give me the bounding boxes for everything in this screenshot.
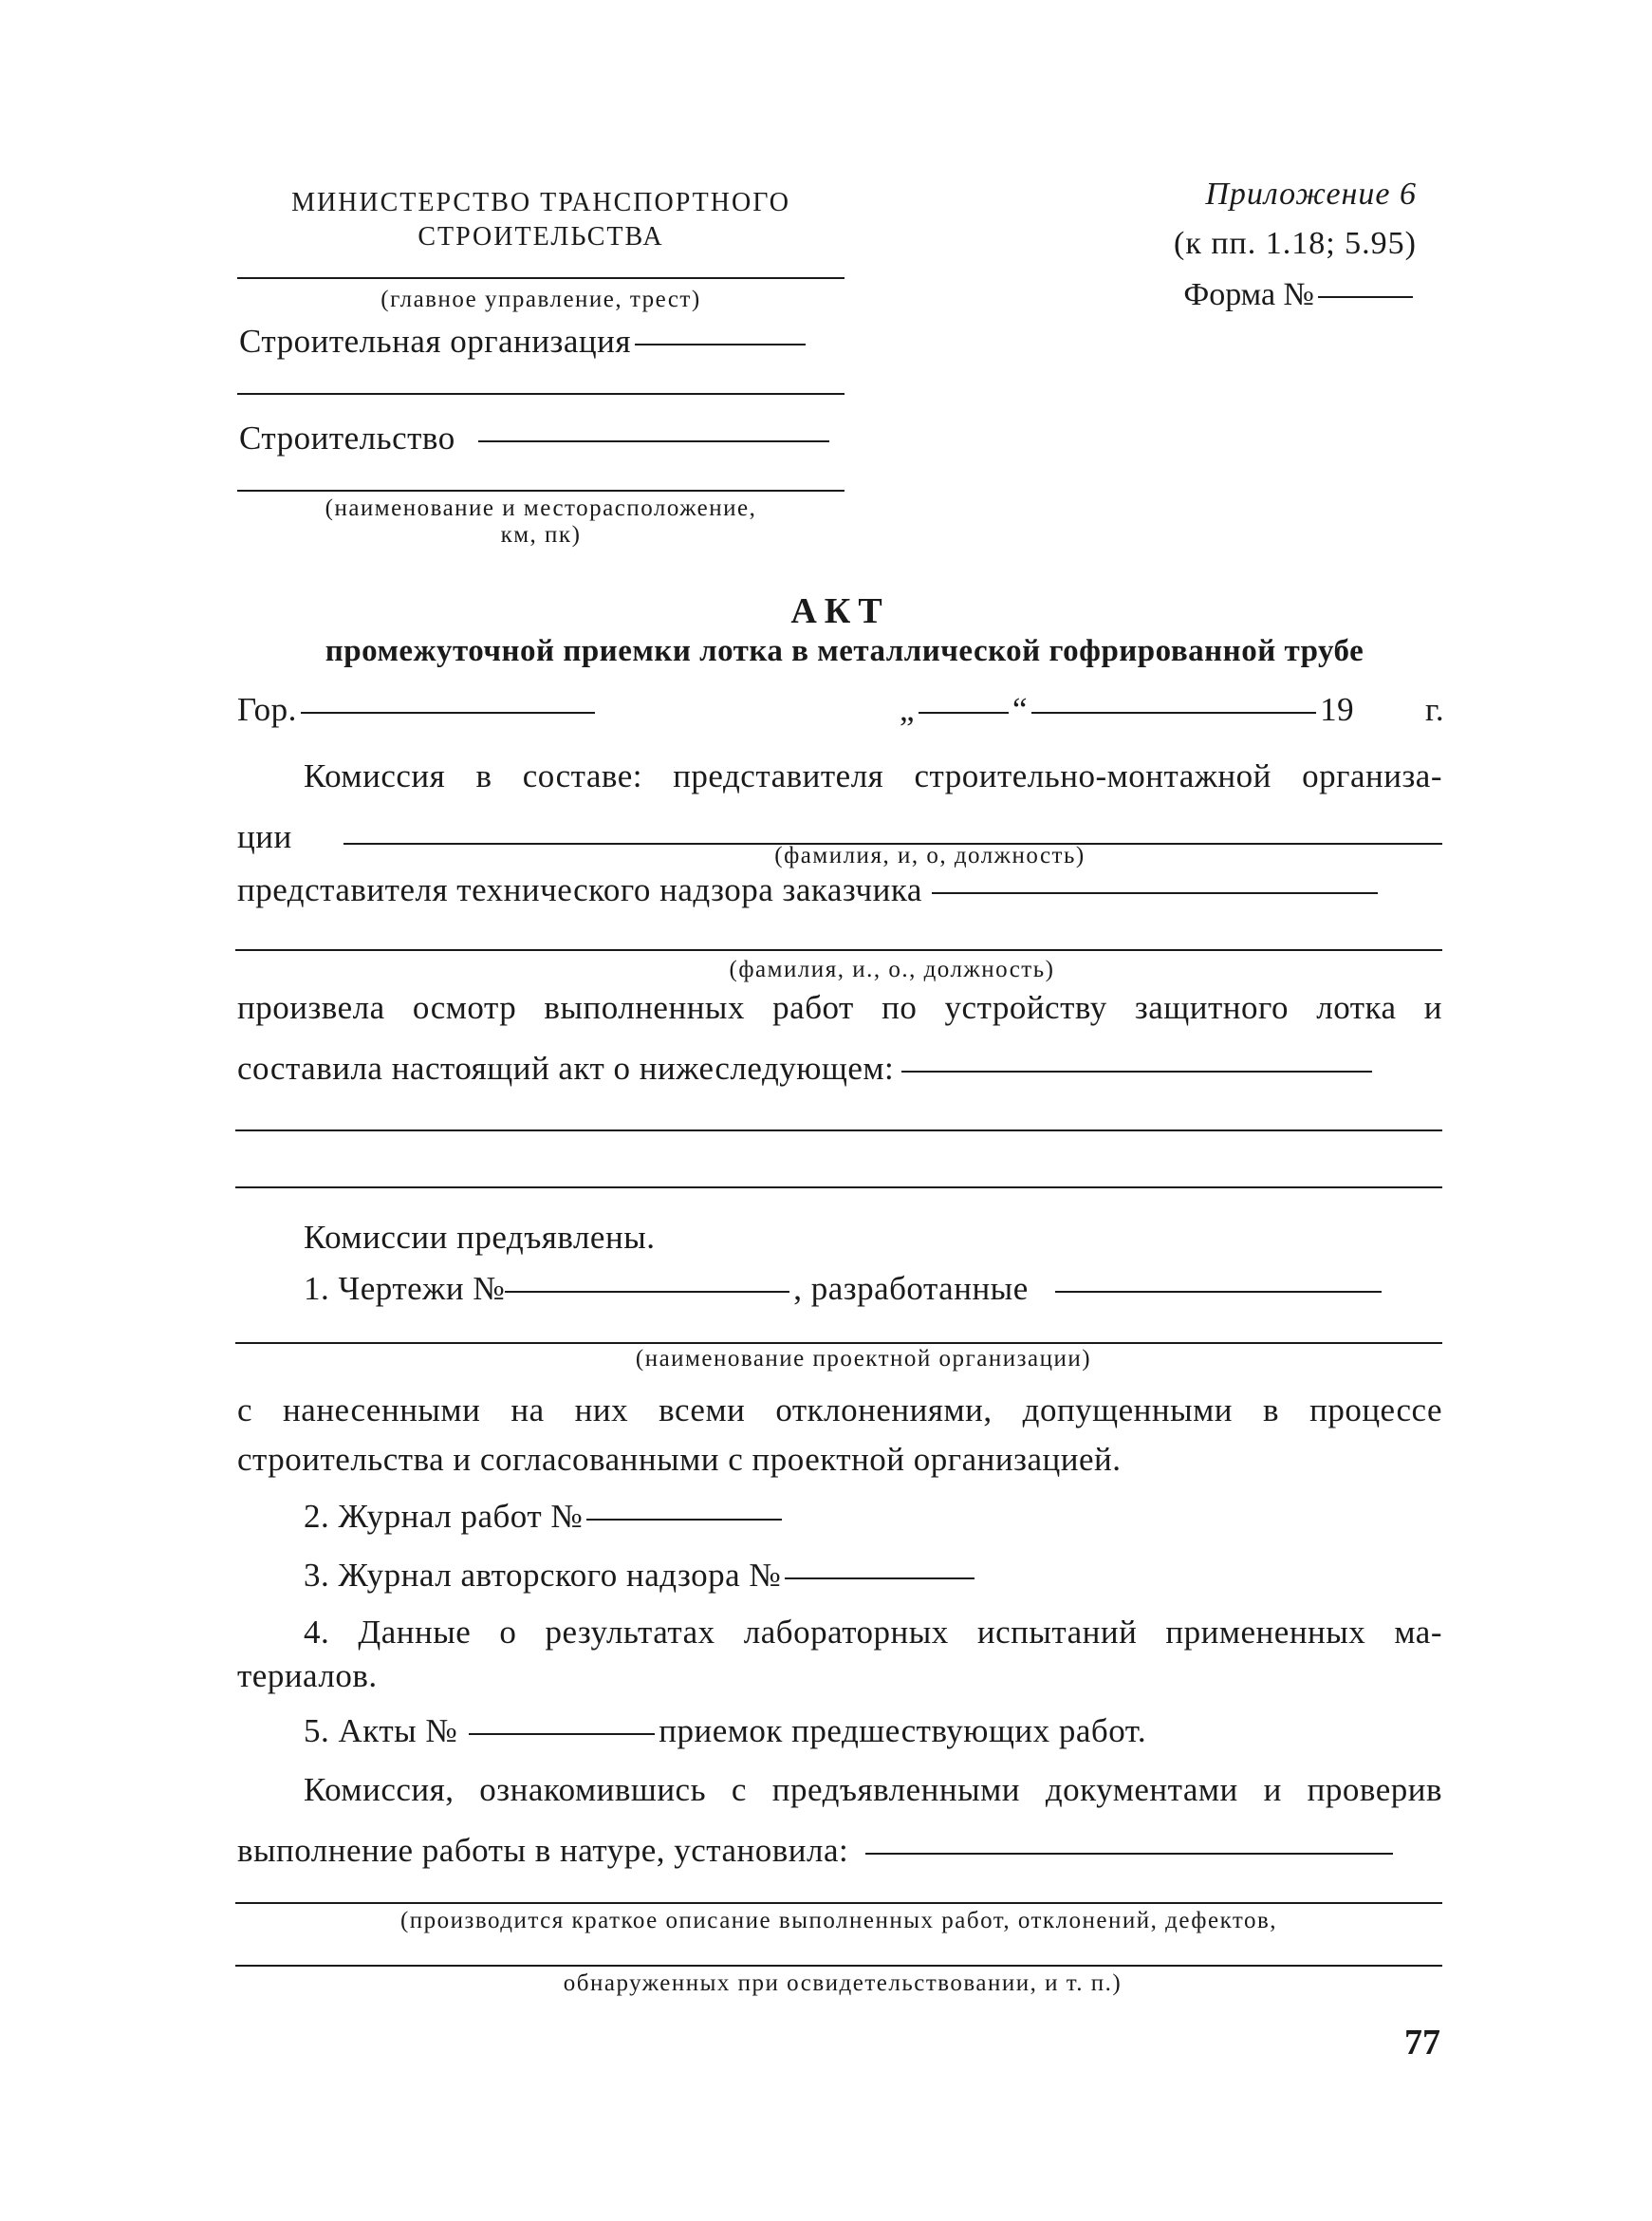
item-3-label: 3. Журнал авторского надзора № <box>304 1557 782 1594</box>
findings-rule-2 <box>235 1902 1442 1904</box>
item-2-label: 2. Журнал работ № <box>304 1498 584 1535</box>
item-1-text-line-2: строительства и согласованными с проектной организацией. <box>237 1441 1122 1478</box>
findings-caption-1: (производится краткое описание выполненных работ, отклонений, дефектов, <box>399 1908 1278 1933</box>
city-field <box>237 691 599 729</box>
org-label: Строительная организация <box>239 323 631 360</box>
developer-blank <box>1055 1291 1382 1293</box>
item-5-field <box>304 1712 1146 1750</box>
findings-line-1: Комиссия, ознакомившись с предъявленными документами и проверив <box>304 1771 1442 1808</box>
item-2-field <box>304 1498 786 1536</box>
tech-supervision-rule-2 <box>235 949 1442 951</box>
item-1-caption: (наименование проектной организации) <box>635 1346 1092 1372</box>
act-title: АКТ <box>790 591 890 631</box>
findings-rule-3 <box>235 1965 1442 1967</box>
item-5-label: 5. Акты № <box>304 1712 458 1749</box>
org-blank <box>635 344 806 345</box>
tech-supervision-field <box>237 871 1382 909</box>
ministry-line-1: МИНИСТЕРСТВО ТРАНСПОРТНОГО <box>291 188 790 217</box>
item-4-line-2: териалов. <box>237 1657 378 1694</box>
act-subtitle: промежуточной приемки лотка в металлической гофрированной трубе <box>325 634 1364 668</box>
item-1-field <box>304 1270 1385 1308</box>
construction-caption-line-2: км, пк) <box>500 522 582 548</box>
construction-field <box>239 420 833 457</box>
commission-intro-cont: ции <box>237 818 292 855</box>
city-blank <box>301 712 595 714</box>
form-label: Форма № <box>1183 277 1314 312</box>
findings-blank-3 <box>235 1186 1442 1188</box>
item-1-mid: , разработанные <box>793 1270 1029 1307</box>
inspection-line-1: произвела осмотр выполненных работ по устройству защитного лотка и <box>237 989 1442 1026</box>
day-blank <box>919 712 1009 714</box>
item-1-label: 1. Чертежи № <box>304 1270 506 1307</box>
commission-caption-1: (фамилия, и, о, должность) <box>774 843 1086 868</box>
date-close-quote: “ <box>1012 691 1029 728</box>
date-field <box>900 691 1354 729</box>
item-3-field <box>304 1557 978 1595</box>
year-prefix: 19 <box>1320 691 1355 728</box>
city-label: Гор. <box>237 691 297 728</box>
item-4-line-1: 4. Данные о результатах лабораторных испытаний примененных ма- <box>304 1614 1442 1651</box>
commission-caption-2: (фамилия, и., о., должность) <box>729 957 1055 982</box>
findings-blank-1 <box>901 1071 1372 1073</box>
tech-supervision-blank <box>932 892 1378 894</box>
org-field <box>239 323 809 361</box>
acts-number-blank <box>469 1733 655 1735</box>
ministry-title <box>247 186 835 254</box>
construction-blank <box>478 440 829 442</box>
ministry-rule <box>237 277 845 279</box>
inspection-line-2: составила настоящий акт о нижеследующем: <box>237 1050 895 1087</box>
findings-line-2: выполнение работы в натуре, установила: <box>237 1832 849 1869</box>
org-rule-2 <box>237 393 845 395</box>
page-number: 77 <box>1404 2023 1440 2062</box>
year-suffix: г. <box>1425 691 1445 728</box>
established-blank <box>865 1853 1393 1855</box>
appendix-label: Приложение 6 <box>1205 177 1417 212</box>
author-journal-blank <box>785 1577 974 1579</box>
item-5-rest: приемок предшествующих работ. <box>659 1712 1147 1749</box>
inspection-line-2-field <box>237 1050 1376 1088</box>
date-open-quote: „ <box>900 691 916 728</box>
construction-caption <box>237 495 845 549</box>
commission-intro: Комиссия в составе: представителя строительно-монтажной организа- <box>304 757 1442 794</box>
findings-caption-2: обнаруженных при освидетельствовании, и т. п.) <box>563 1970 1123 1996</box>
findings-blank-2 <box>235 1129 1442 1131</box>
construction-label: Строительство <box>239 420 455 457</box>
drawings-number-blank <box>505 1291 789 1293</box>
findings-line-2-field <box>237 1832 1397 1870</box>
construction-caption-line-1: (наименование и месторасположение, <box>325 495 757 521</box>
form-blank <box>1318 296 1413 298</box>
presented-heading: Комиссии предъявлены. <box>304 1219 656 1256</box>
ministry-line-2: СТРОИТЕЛЬСТВА <box>418 222 664 252</box>
ministry-caption: (главное управление, трест) <box>381 287 701 312</box>
item-1-text-line-1: с нанесенными на них всеми отклонениями, допущенными в процессе <box>237 1391 1442 1428</box>
item-1-rule-2 <box>235 1342 1442 1344</box>
tech-supervision-label: представителя технического надзора заказчика <box>237 871 922 908</box>
form-number <box>1183 277 1417 313</box>
month-blank <box>1031 712 1316 714</box>
appendix-reference: (к пп. 1.18; 5.95) <box>1174 226 1417 261</box>
work-journal-blank <box>586 1519 782 1521</box>
construction-rule-2 <box>237 490 845 492</box>
